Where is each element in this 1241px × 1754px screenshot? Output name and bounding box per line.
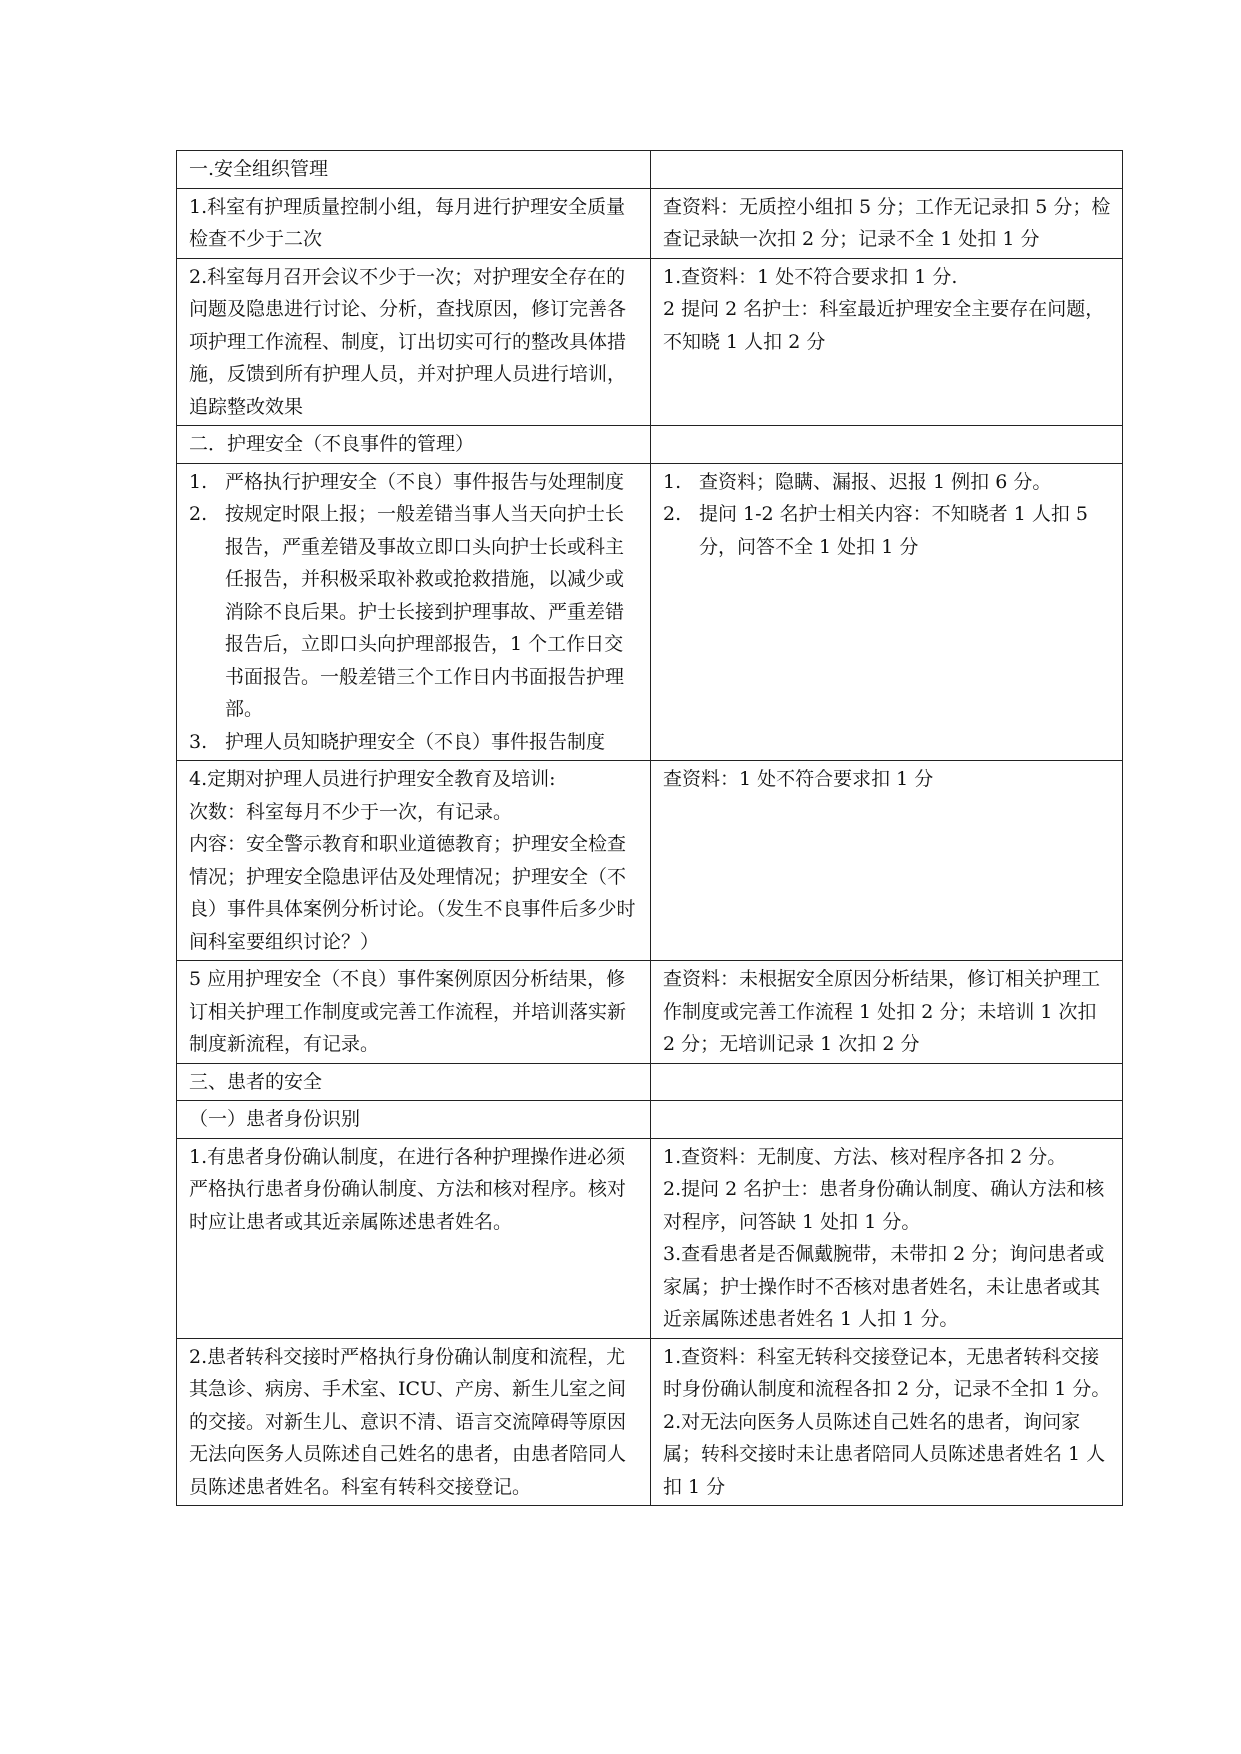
cell-text: 三、患者的安全: [189, 1070, 323, 1093]
list-item: [663, 466, 1112, 499]
scoring-cell: [651, 1338, 1123, 1506]
list-text: 按规定时限上报；一般差错当事人当天向护士长报告，严重差错及事故立即口头向护士长或科主任报告，并积极采取补救或抢救措施，以减少或消除不良后果。护士长接到护理事故、严重差错报告后，立即口头向护理部报告，1 个工作日交书面报告。一般差错三个工作日内书面报告护理部。: [225, 503, 625, 720]
cell-text: 2.提问 2 名护士：患者身份确认制度、确认方法和核对程序，问答缺 1 处扣 1 分。: [663, 1178, 1105, 1233]
requirement-cell: [177, 258, 651, 426]
table-row: [177, 426, 1123, 464]
requirement-cell: [177, 761, 651, 961]
list-text: 提问 1-2 名护士相关内容：不知晓者 1 人扣 5 分，问答不全 1 处扣 1 分: [699, 503, 1088, 558]
cell-text: 1.查资料：无制度、方法、核对程序各扣 2 分。: [663, 1145, 1067, 1168]
list-item: [189, 466, 640, 499]
cell-text: 查资料：无质控小组扣 5 分；工作无记录扣 5 分；检查记录缺一次扣 2 分；记录不全 1 处扣 1 分: [663, 195, 1111, 250]
requirement-cell: [177, 1338, 651, 1506]
table-row: [177, 188, 1123, 258]
table-row: [177, 1063, 1123, 1101]
scoring-cell: [651, 463, 1123, 761]
scoring-cell: [651, 961, 1123, 1064]
subsection-heading: [177, 1101, 651, 1139]
cell-text: 2.患者转科交接时严格执行身份确认制度和流程，尤其急诊、病房、手术室、ICU、产房、新生儿室之间的交接。对新生儿、意识不清、语言交流障碍等原因无法向医务人员陈述自己姓名的患者，由患者陪同人员陈述患者姓名。科室有转科交接登记。: [189, 1345, 627, 1498]
scoring-cell: [651, 258, 1123, 426]
cell-text: 3.查看患者是否佩戴腕带，未带扣 2 分；询问患者或家属；护士操作时不否核对患者姓名，未让患者或其近亲属陈述患者姓名 1 人扣 1 分。: [663, 1243, 1105, 1330]
cell-text: 4.定期对护理人员进行护理安全教育及培训:: [189, 768, 556, 790]
cell-text: 2.对无法向医务人员陈述自己姓名的患者，询问家属；转科交接时未让患者陪同人员陈述患者姓名 1 人扣 1 分: [663, 1410, 1106, 1498]
table-row: [177, 1138, 1123, 1338]
cell-text: 1.查资料：科室无转科交接登记本，无患者转科交接时身份确认制度和流程各扣 2 分，记录不全扣 1 分。: [663, 1345, 1111, 1400]
cell-text: 次数：科室每月不少于一次，有记录。: [189, 800, 513, 823]
cell-text: 2 提问 2 名护士：科室最近护理安全主要存在问题，不知晓 1 人扣 2 分: [663, 298, 1105, 353]
numbered-list: [189, 466, 640, 759]
list-item: [663, 498, 1112, 563]
scoring-cell: [651, 761, 1123, 961]
empty-cell: [651, 151, 1123, 189]
empty-cell: [651, 1101, 1123, 1139]
table-row: [177, 151, 1123, 189]
list-text: 严格执行护理安全（不良）事件报告与处理制度: [225, 470, 625, 493]
list-number: 2.: [663, 503, 682, 525]
requirement-cell: [177, 1138, 651, 1338]
requirement-cell: [177, 463, 651, 761]
list-item: [189, 498, 640, 726]
list-text: 查资料；隐瞒、漏报、迟报 1 例扣 6 分。: [699, 470, 1052, 493]
assessment-table: [176, 150, 1123, 1506]
list-number: 1.: [663, 470, 682, 493]
cell-text: （一）患者身份识别: [189, 1108, 361, 1130]
cell-text: 一.安全组织管理: [189, 158, 329, 180]
cell-text: 1.有患者身份确认制度，在进行各种护理操作进必须严格执行患者身份确认制度、方法和核对程序。核对时应让患者或其近亲属陈述患者姓名。: [189, 1145, 627, 1233]
table-row: [177, 761, 1123, 961]
cell-text: 2.科室每月召开会议不少于一次；对护理安全存在的问题及隐患进行讨论、分析，查找原因，修订完善各项护理工作流程、制度，订出切实可行的整改具体措施，反馈到所有护理人员，并对护理人员进行培训，追踪整改效果: [189, 265, 627, 418]
table-row: [177, 961, 1123, 1064]
cell-text: 二．护理安全（不良事件的管理）: [189, 433, 475, 455]
requirement-cell: [177, 188, 651, 258]
cell-text: 内容：安全警示教育和职业道德教育；护理安全检查情况；护理安全隐患评估及处理情况；护理安全（不良）事件具体案例分析讨论。（发生不良事件后多少时间科室要组织讨论？）: [189, 833, 636, 953]
empty-cell: [651, 1063, 1123, 1101]
cell-text: 查资料：未根据安全原因分析结果，修订相关护理工作制度或完善工作流程 1 处扣 2 分；未培训 1 次扣 2 分；无培训记录 1 次扣 2 分: [663, 968, 1101, 1055]
list-number: 1.: [189, 470, 208, 493]
section-heading: [177, 151, 651, 189]
section-heading: [177, 1063, 651, 1101]
list-number: 2.: [189, 503, 208, 525]
scoring-cell: [651, 188, 1123, 258]
list-item: [189, 726, 640, 759]
cell-text: 1.科室有护理质量控制小组，每月进行护理安全质量检查不少于二次: [189, 195, 626, 250]
list-number: 3.: [189, 730, 208, 753]
cell-text: 1.查资料：1 处不符合要求扣 1 分.: [663, 265, 958, 288]
requirement-cell: [177, 961, 651, 1064]
table-row: [177, 463, 1123, 761]
section-heading: [177, 426, 651, 464]
empty-cell: [651, 426, 1123, 464]
table-row: [177, 1101, 1123, 1139]
cell-text: 查资料：1 处不符合要求扣 1 分: [663, 768, 934, 790]
table-row: [177, 258, 1123, 426]
list-text: 护理人员知晓护理安全（不良）事件报告制度: [225, 730, 606, 753]
cell-text: 5 应用护理安全（不良）事件案例原因分析结果，修订相关护理工作制度或完善工作流程，并培训落实新制度新流程，有记录。: [189, 968, 627, 1055]
numbered-list: [663, 466, 1112, 564]
scoring-cell: [651, 1138, 1123, 1338]
table-row: [177, 1338, 1123, 1506]
